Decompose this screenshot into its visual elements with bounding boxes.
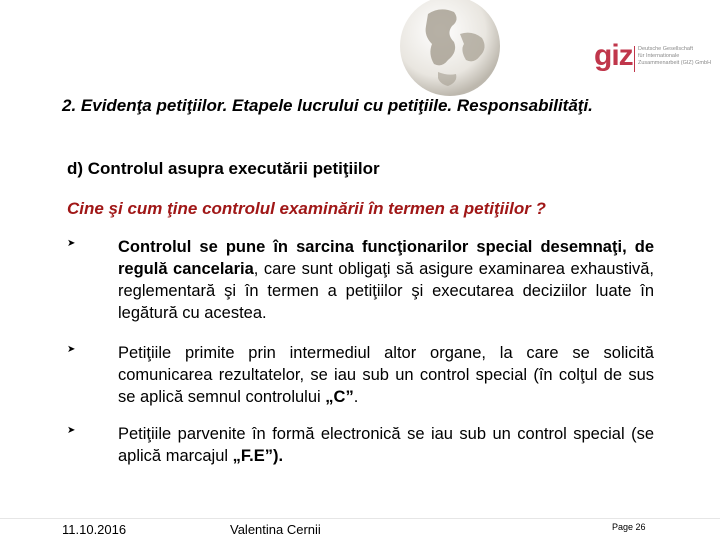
- electronic-mark: „F.E”).: [232, 447, 284, 465]
- arrow-bullet-icon: ➤: [67, 238, 76, 249]
- bullet-text: [118, 423, 654, 467]
- giz-logo: [594, 40, 714, 80]
- bullet-text: [118, 236, 654, 324]
- slide-heading: 2. Evidenţa petiţiilor. Etapele lucrului cu petiţiile. Responsabilităţi.: [62, 96, 593, 115]
- logo-line: für Internationale: [638, 53, 680, 59]
- bullet-text: [118, 342, 654, 408]
- bullet-end-text: .: [353, 388, 359, 406]
- bullet-main-text: Petiţiile parvenite în formă electronică se iau sub un control special (se aplică marcajul: [118, 425, 654, 465]
- footer-divider: [0, 518, 720, 519]
- logo-line: Zusammenarbeit (GIZ) GmbH: [638, 60, 712, 66]
- globe-image: [398, 0, 502, 98]
- logo-text: [638, 46, 711, 67]
- logo-divider: [634, 46, 635, 72]
- arrow-bullet-icon: ➤: [67, 425, 76, 436]
- footer-author: Valentina Cernii: [230, 522, 321, 537]
- footer-date: 11.10.2016: [62, 522, 127, 537]
- bullet-bold-text: Controlul se pune în sarcina funcţionarilor special desemnaţi, de regulă cancelaria: [118, 238, 654, 278]
- arrow-bullet-icon: ➤: [67, 344, 76, 355]
- control-mark: „C”: [325, 388, 354, 406]
- logo-line: Deutsche Gesellschaft: [638, 46, 694, 52]
- bullet-rest-text: , care sunt obligaţi să asigure examinarea exhaustivă, reglementară şi în termen a petiţiilor şi executarea deciziilor luate în legătură cu acestea.: [118, 260, 654, 322]
- slide-subheading: d) Controlul asupra executării petiţiilor: [67, 159, 380, 178]
- logo-mark: giz: [594, 39, 633, 72]
- slide-question: Cine şi cum ţine controlul examinării în termen a petiţiilor ?: [67, 199, 546, 218]
- page-number: Page 26: [612, 522, 646, 532]
- bullet-main-text: Petiţiile primite prin intermediul altor organe, la care se solicită comunicarea rezultatelor, se iau sub un control special (în colţul de sus se aplică semnul controlului: [118, 344, 654, 406]
